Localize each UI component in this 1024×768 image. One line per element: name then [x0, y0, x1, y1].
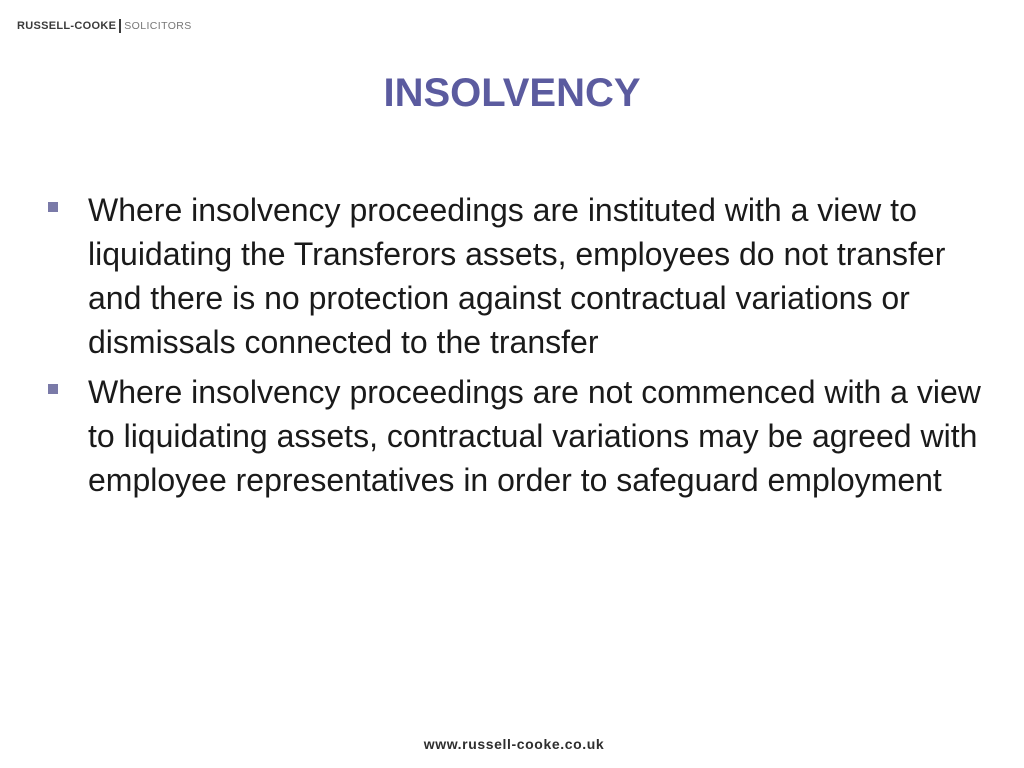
bullet-item: [44, 188, 994, 364]
slide-title: INSOLVENCY: [383, 71, 641, 115]
logo-divider: [119, 19, 121, 33]
bullet-text: Where insolvency proceedings are not commenced with a view to liquidating assets, contractual variations may be agreed with employee representatives in order to safeguard employment: [88, 374, 981, 498]
logo-sub-text: SOLICITORS: [124, 20, 192, 32]
bullet-text: Where insolvency proceedings are instituted with a view to liquidating the Transferors assets, employees do not transfer and there is no protection against contractual variations or dismissals connected to the transfer: [88, 192, 946, 360]
square-bullet-icon: [48, 384, 58, 394]
company-logo: [17, 18, 192, 34]
footer-url: www.russell-cooke.co.uk: [423, 736, 605, 752]
bullet-list: [44, 188, 994, 508]
square-bullet-icon: [48, 202, 58, 212]
bullet-item: [44, 370, 994, 502]
logo-brand-text: RUSSELL-COOKE: [17, 20, 117, 32]
